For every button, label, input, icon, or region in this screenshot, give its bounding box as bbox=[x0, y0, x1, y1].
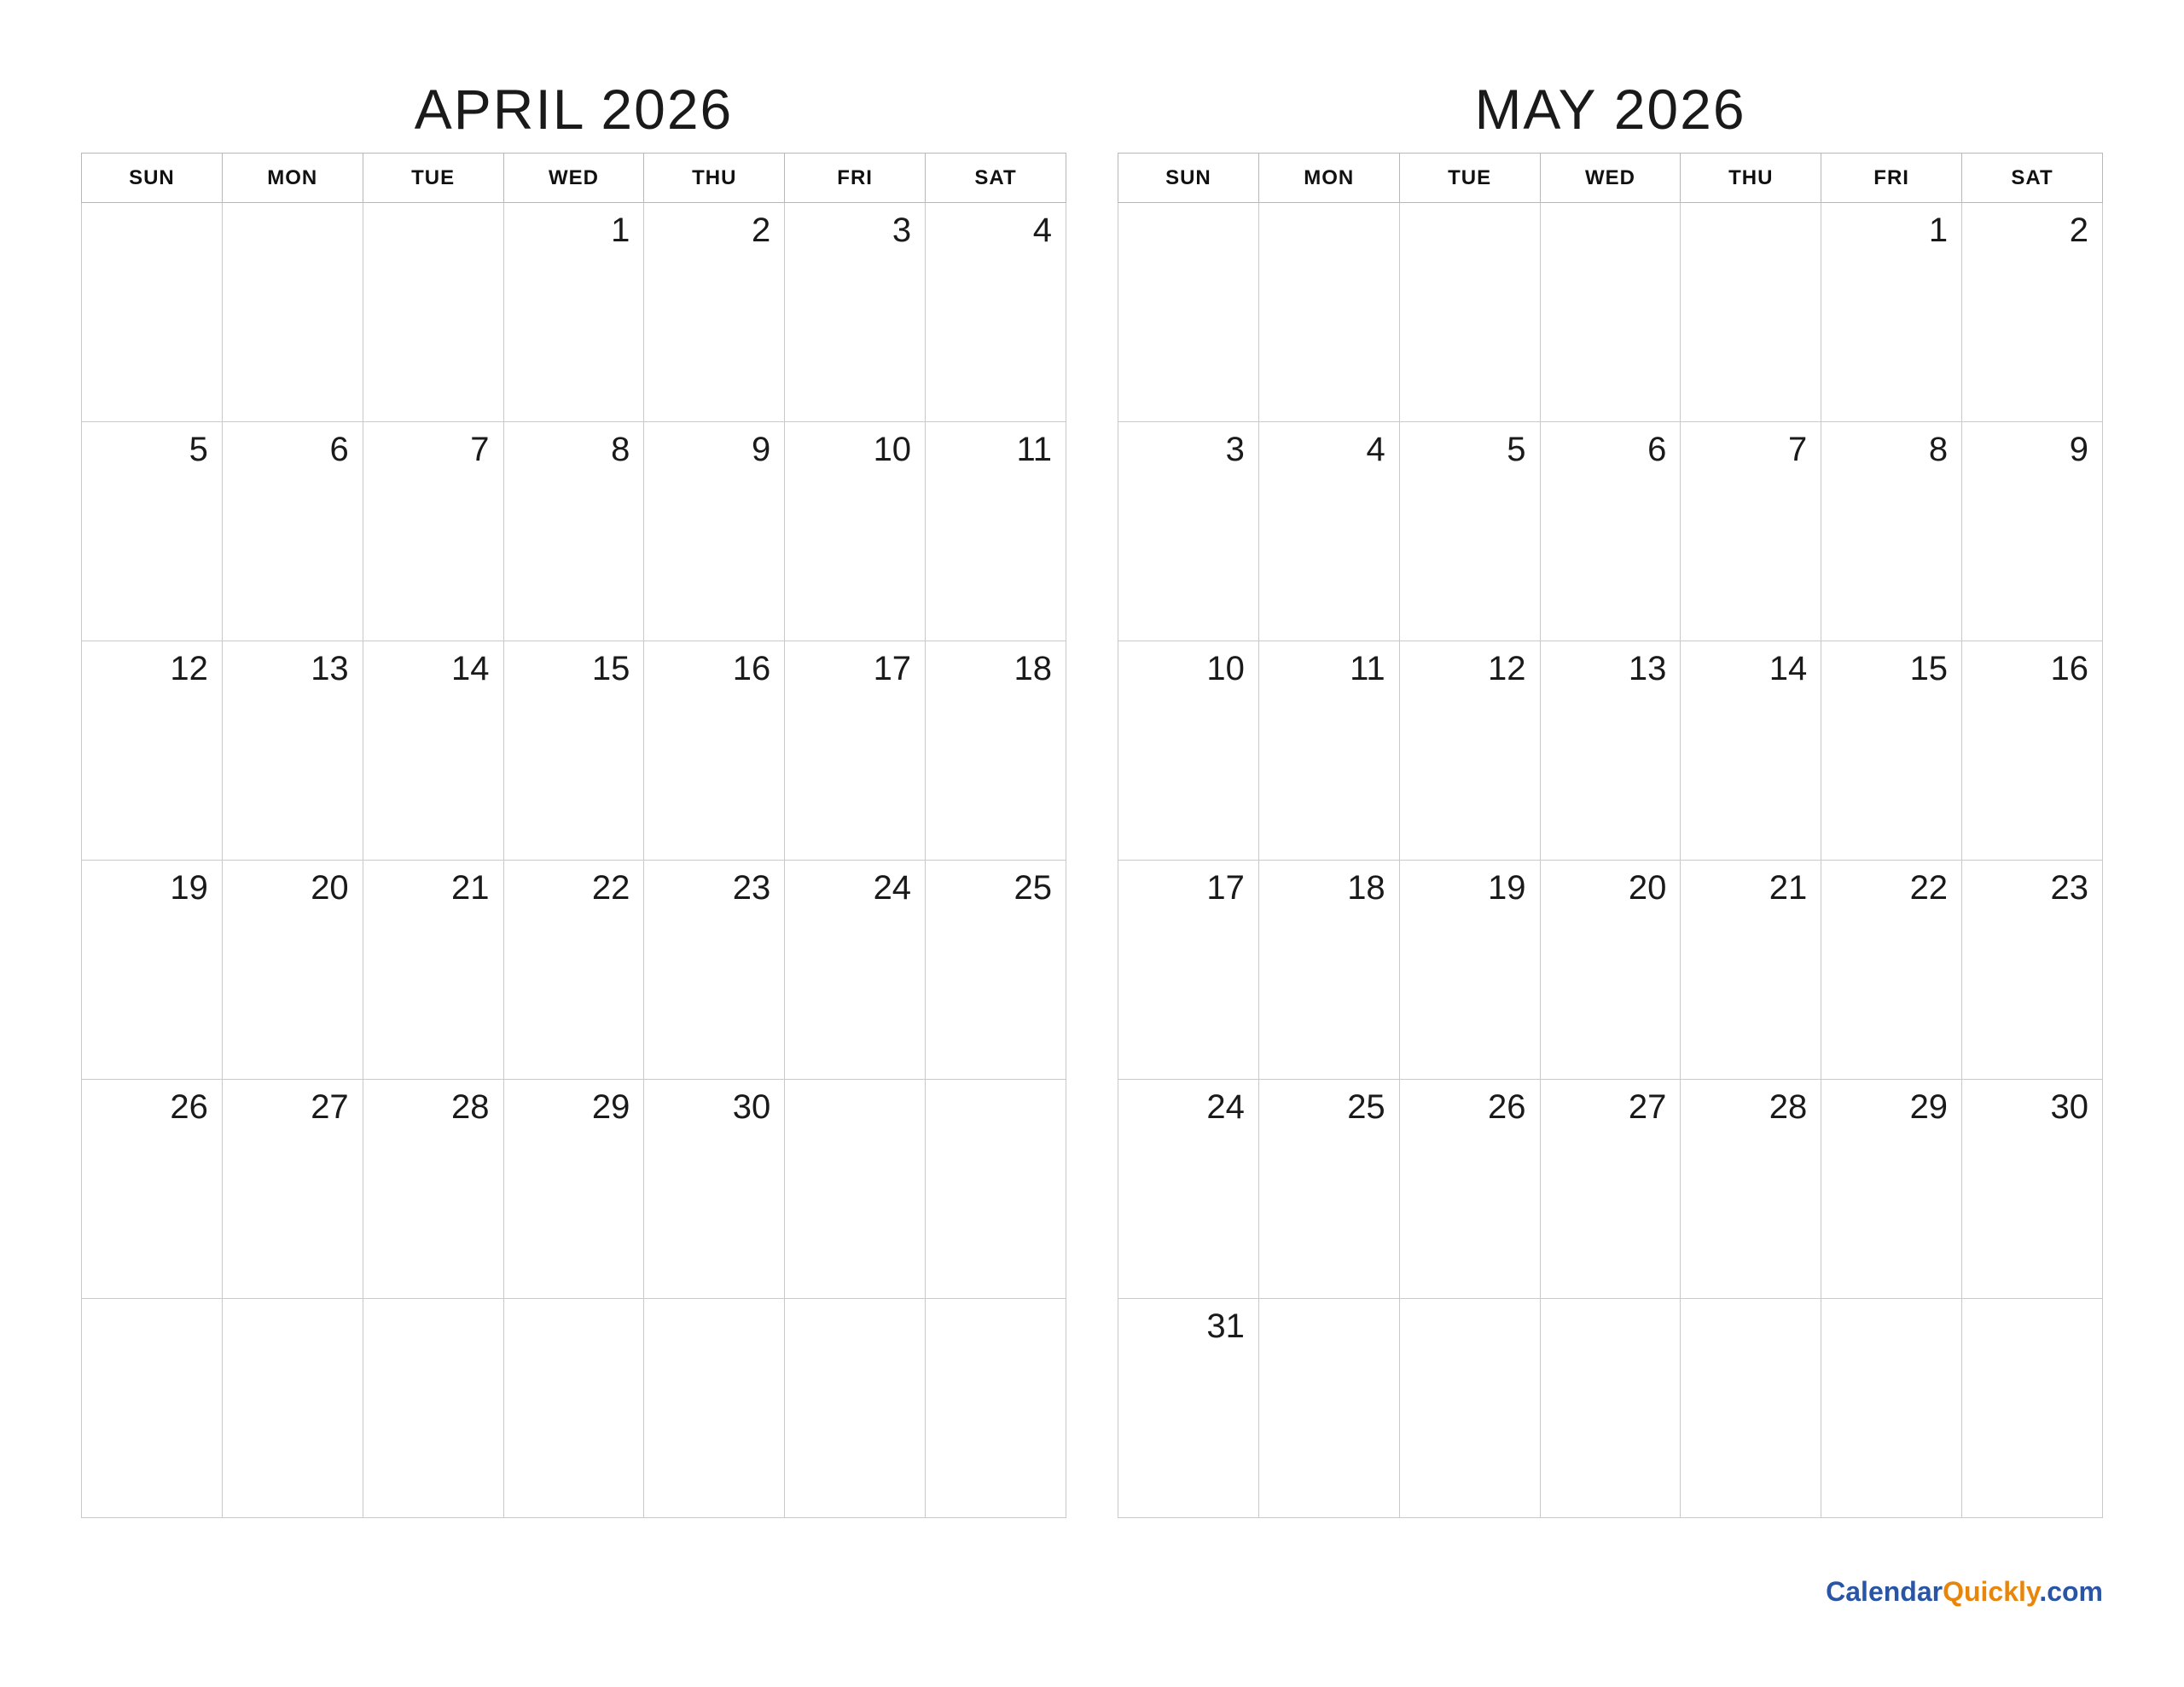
day-cell[interactable] bbox=[644, 1299, 785, 1518]
weekday-header-sat: SAT bbox=[1962, 154, 2103, 203]
day-cell[interactable] bbox=[1681, 1299, 1821, 1518]
brand-text-com: .com bbox=[2039, 1576, 2103, 1607]
calendar-week-row bbox=[82, 203, 1066, 422]
month-block-april bbox=[81, 78, 1066, 1518]
calendar-week-row bbox=[1118, 1299, 2103, 1518]
day-cell[interactable]: 13 bbox=[222, 641, 363, 861]
calendar-week-row bbox=[82, 422, 1066, 641]
day-cell[interactable]: 12 bbox=[1399, 641, 1540, 861]
day-cell[interactable]: 11 bbox=[926, 422, 1066, 641]
day-cell[interactable]: 2 bbox=[644, 203, 785, 422]
day-cell[interactable]: 8 bbox=[1821, 422, 1962, 641]
day-cell[interactable]: 26 bbox=[1399, 1080, 1540, 1299]
weekday-header-mon: MON bbox=[1258, 154, 1399, 203]
day-cell-highlighted[interactable]: 25 bbox=[1258, 1080, 1399, 1299]
weekday-header-mon: MON bbox=[222, 154, 363, 203]
day-cell[interactable]: 19 bbox=[1399, 861, 1540, 1080]
day-cell[interactable]: 26 bbox=[82, 1080, 223, 1299]
day-cell[interactable]: 25 bbox=[926, 861, 1066, 1080]
day-cell[interactable] bbox=[1399, 1299, 1540, 1518]
day-cell[interactable]: 9 bbox=[644, 422, 785, 641]
calendar-week-row bbox=[1118, 422, 2103, 641]
day-cell[interactable]: 6 bbox=[1540, 422, 1681, 641]
day-cell[interactable] bbox=[222, 1299, 363, 1518]
day-cell[interactable]: 23 bbox=[644, 861, 785, 1080]
day-cell[interactable]: 18 bbox=[926, 641, 1066, 861]
day-cell[interactable] bbox=[1118, 203, 1259, 422]
day-cell[interactable]: 17 bbox=[1118, 861, 1259, 1080]
day-cell[interactable]: 13 bbox=[1540, 641, 1681, 861]
calendar-week-row bbox=[82, 861, 1066, 1080]
day-cell[interactable]: 2 bbox=[1962, 203, 2103, 422]
day-cell[interactable] bbox=[363, 203, 503, 422]
weekday-header-thu: THU bbox=[644, 154, 785, 203]
day-cell[interactable]: 10 bbox=[785, 422, 926, 641]
day-cell[interactable]: 15 bbox=[503, 641, 644, 861]
day-cell[interactable]: 16 bbox=[644, 641, 785, 861]
day-cell[interactable]: 5 bbox=[82, 422, 223, 641]
day-cell[interactable]: 27 bbox=[222, 1080, 363, 1299]
day-cell[interactable] bbox=[1681, 203, 1821, 422]
weekday-header-row bbox=[82, 154, 1066, 203]
day-cell[interactable]: 21 bbox=[363, 861, 503, 1080]
day-cell[interactable] bbox=[1540, 203, 1681, 422]
day-cell[interactable]: 19 bbox=[82, 861, 223, 1080]
day-cell[interactable] bbox=[926, 1080, 1066, 1299]
month-title-april: APRIL 2026 bbox=[414, 78, 734, 141]
calendar-week-row bbox=[1118, 861, 2103, 1080]
day-cell[interactable]: 16 bbox=[1962, 641, 2103, 861]
day-cell[interactable]: 29 bbox=[1821, 1080, 1962, 1299]
day-cell[interactable] bbox=[1258, 1299, 1399, 1518]
month-block-may bbox=[1118, 78, 2103, 1518]
calendar-week-row bbox=[82, 1299, 1066, 1518]
day-cell[interactable] bbox=[503, 1299, 644, 1518]
day-cell[interactable]: 9 bbox=[1962, 422, 2103, 641]
day-cell[interactable]: 20 bbox=[1540, 861, 1681, 1080]
day-cell[interactable] bbox=[1962, 1299, 2103, 1518]
day-cell[interactable]: 22 bbox=[1821, 861, 1962, 1080]
day-cell[interactable] bbox=[82, 203, 223, 422]
weekday-header-sat: SAT bbox=[926, 154, 1066, 203]
month-title-may: MAY 2026 bbox=[1474, 78, 1746, 141]
day-cell[interactable]: 23 bbox=[1962, 861, 2103, 1080]
weekday-header-tue: TUE bbox=[363, 154, 503, 203]
day-cell[interactable]: 10 bbox=[1118, 641, 1259, 861]
day-cell[interactable]: 3 bbox=[785, 203, 926, 422]
day-cell[interactable]: 29 bbox=[503, 1080, 644, 1299]
day-cell[interactable]: 4 bbox=[1258, 422, 1399, 641]
day-cell[interactable] bbox=[785, 1299, 926, 1518]
weekday-header-thu: THU bbox=[1681, 154, 1821, 203]
weekday-header-row bbox=[1118, 154, 2103, 203]
day-cell[interactable]: 15 bbox=[1821, 641, 1962, 861]
day-cell[interactable] bbox=[1821, 1299, 1962, 1518]
day-cell[interactable] bbox=[785, 1080, 926, 1299]
weekday-header-sun: SUN bbox=[1118, 154, 1259, 203]
day-cell[interactable]: 20 bbox=[222, 861, 363, 1080]
calendar-week-row bbox=[1118, 641, 2103, 861]
day-cell[interactable]: 8 bbox=[503, 422, 644, 641]
day-cell[interactable]: 21 bbox=[1681, 861, 1821, 1080]
day-cell[interactable] bbox=[222, 203, 363, 422]
brand-text-calendar: Calendar bbox=[1826, 1576, 1943, 1607]
day-cell[interactable]: 22 bbox=[503, 861, 644, 1080]
calendar-week-row bbox=[1118, 203, 2103, 422]
day-cell[interactable] bbox=[1399, 203, 1540, 422]
day-cell[interactable] bbox=[1258, 203, 1399, 422]
calendar-table-april bbox=[81, 153, 1066, 1518]
day-cell[interactable]: 12 bbox=[82, 641, 223, 861]
day-cell[interactable]: 3 bbox=[1118, 422, 1259, 641]
day-cell[interactable]: 31 bbox=[1118, 1299, 1259, 1518]
weekday-header-fri: FRI bbox=[785, 154, 926, 203]
day-cell[interactable]: 14 bbox=[363, 641, 503, 861]
day-cell[interactable]: 11 bbox=[1258, 641, 1399, 861]
weekday-header-sun: SUN bbox=[82, 154, 223, 203]
day-cell[interactable]: 5 bbox=[1399, 422, 1540, 641]
day-cell[interactable]: 18 bbox=[1258, 861, 1399, 1080]
day-cell[interactable] bbox=[1540, 1299, 1681, 1518]
day-cell[interactable] bbox=[363, 1299, 503, 1518]
day-cell[interactable]: 27 bbox=[1540, 1080, 1681, 1299]
calendar-week-row bbox=[82, 641, 1066, 861]
day-cell[interactable]: 24 bbox=[1118, 1080, 1259, 1299]
day-cell[interactable]: 14 bbox=[1681, 641, 1821, 861]
day-cell[interactable]: 30 bbox=[644, 1080, 785, 1299]
day-cell[interactable]: 7 bbox=[1681, 422, 1821, 641]
day-cell[interactable]: 24 bbox=[785, 861, 926, 1080]
day-cell[interactable]: 4 bbox=[926, 203, 1066, 422]
calendar-grid-container bbox=[81, 78, 2103, 1518]
calendar-table-may bbox=[1118, 153, 2103, 1518]
calendar-week-row bbox=[82, 1080, 1066, 1299]
day-cell[interactable]: 30 bbox=[1962, 1080, 2103, 1299]
day-cell[interactable]: 1 bbox=[503, 203, 644, 422]
day-cell[interactable]: 6 bbox=[222, 422, 363, 641]
brand-text-quickly: Quickly bbox=[1943, 1576, 2040, 1607]
day-cell[interactable] bbox=[926, 1299, 1066, 1518]
calendar-week-row bbox=[1118, 1080, 2103, 1299]
day-cell[interactable]: 17 bbox=[785, 641, 926, 861]
day-cell[interactable]: 28 bbox=[1681, 1080, 1821, 1299]
day-cell[interactable]: 1 bbox=[1821, 203, 1962, 422]
site-branding[interactable] bbox=[1826, 1576, 2103, 1608]
weekday-header-wed: WED bbox=[503, 154, 644, 203]
weekday-header-fri: FRI bbox=[1821, 154, 1962, 203]
weekday-header-tue: TUE bbox=[1399, 154, 1540, 203]
weekday-header-wed: WED bbox=[1540, 154, 1681, 203]
day-cell[interactable]: 28 bbox=[363, 1080, 503, 1299]
day-cell[interactable]: 7 bbox=[363, 422, 503, 641]
day-cell[interactable] bbox=[82, 1299, 223, 1518]
